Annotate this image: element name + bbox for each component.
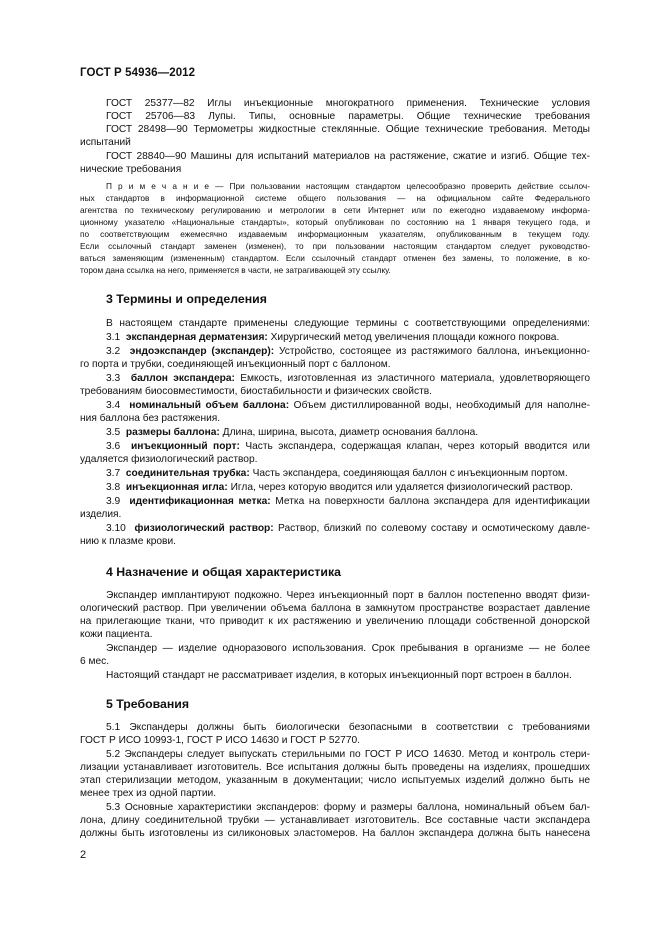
- note-line: по соответствующим ежемесячно издаваемым информационным указателям, опубликованным в текущем году.: [80, 229, 590, 239]
- section-4-heading: 4 Назначение и общая характеристика: [106, 565, 341, 579]
- note-line: П р и м е ч а н и е — При пользовании настоящим стандартом целесообразно проверить действие ссылоч-: [106, 181, 590, 191]
- term-3-5: 3.5 размеры баллона: Длина, ширина, высота, диаметр основания баллона.: [106, 427, 479, 438]
- term-3-1: 3.1 экспандерная дерматензия: Хирургический метод увеличения площади кожного покрова.: [106, 332, 560, 343]
- paragraph-line: 5.2 Экспандеры следует выпускать стерильными по ГОСТ Р ИСО 14630. Метод и контроль стери-: [106, 749, 590, 760]
- term-3-2-cont: го порта и трубки, соединяющей инъекционный порт с баллоном.: [80, 359, 391, 370]
- paragraph-line: должны быть изготовлены из силиконовых эластомеров. На баллон экспандера должна быть нанесена: [80, 828, 590, 839]
- paragraph-line: Экспандер имплантируют подкожно. Через инъекционный порт в баллон постепенно вводят физи-: [106, 590, 590, 601]
- term-3-9-cont: изделия.: [80, 509, 122, 520]
- paragraph-line: лизации устанавливает изготовитель. Все испытания должны быть проведены на изделиях, прошедших: [80, 762, 590, 773]
- ref-line: испытаний: [80, 137, 131, 148]
- note-line: ных стандартов в информационной системе общего пользования — на официальном сайте Федерального: [80, 193, 590, 203]
- page-header: ГОСТ Р 54936—2012: [80, 67, 196, 79]
- ref-line: нические требования: [80, 164, 182, 175]
- paragraph-line: Экспандер — изделие одноразового использования. Срок пребывания в организме — не более: [106, 643, 590, 654]
- paragraph-line: кожи пациента.: [80, 629, 153, 640]
- term-3-3-cont: требованиям биосовместимости, биостабильности и физических свойств.: [80, 386, 432, 397]
- note-line: агентства по техническому регулированию и метрологии в сети Интернет или по ежегодно издаваемому информа-: [80, 205, 590, 215]
- page-number: 2: [80, 849, 87, 861]
- term-3-10: 3.10 физиологический раствор: Раствор, близкий по солевому составу и осмотическому давле-: [106, 523, 590, 534]
- note-line: ваться заменяющим (измененным) стандартом. Если ссылочный стандарт отменен без замены, то положение, в ко-: [80, 253, 590, 263]
- term-3-4: 3.4 номинальный объем баллона: Объем дистиллированной воды, необходимый для наполне-: [106, 400, 590, 411]
- term-3-4-cont: ния баллона без растяжения.: [80, 413, 221, 424]
- paragraph-line: 6 мес.: [80, 656, 110, 667]
- paragraph-line: Настоящий стандарт не рассматривает изделия, в которых инъекционный порт встроен в баллон.: [106, 670, 572, 681]
- term-3-10-cont: нию к плазме крови.: [80, 536, 176, 547]
- paragraph-line: В настоящем стандарте применены следующие термины с соответствующими определениями:: [106, 318, 590, 329]
- paragraph-line: 5.3 Основные характеристики экспандеров: форму и размеры баллона, номинальный объем бал-: [106, 802, 590, 813]
- ref-line: ГОСТ 28498—90 Термометры жидкостные стеклянные. Общие технические требования. Методы: [106, 124, 590, 135]
- term-3-6-cont: удаляется физиологический раствор.: [80, 454, 258, 465]
- ref-line: ГОСТ 28840—90 Машины для испытаний материалов на растяжение, сжатие и изгиб. Общие тех-: [106, 151, 590, 162]
- paragraph-line: менее трех из одной партии.: [80, 788, 217, 799]
- note-line: Если ссылочный стандарт заменен (изменен), то при пользовании настоящим стандартом следует руководство-: [80, 241, 590, 251]
- term-3-7: 3.7 соединительная трубка: Часть экспандера, соединяющая баллон с инъекционным портом.: [106, 468, 568, 479]
- paragraph-line: ологический раствор. При увеличении объема баллона в замкнутом пространстве возрастает давление: [80, 603, 590, 614]
- section-5-heading: 5 Требования: [106, 697, 189, 711]
- term-3-3: 3.3 баллон экспандера: Емкость, изготовленная из эластичного материала, удовлетворяющего: [106, 373, 591, 384]
- paragraph-line: ГОСТ Р ИСО 10993-1, ГОСТ Р ИСО 14630 и ГОСТ Р 52770.: [80, 735, 361, 746]
- ref-line: ГОСТ 25377—82 Иглы инъекционные многократного применения. Технические условия: [106, 98, 590, 109]
- paragraph-line: 5.1 Экспандеры должны быть биологически безопасными в соответствии с требованиями: [106, 722, 590, 733]
- term-3-9: 3.9 идентификационная метка: Метка на поверхности баллона экспандера для идентификации: [106, 496, 590, 507]
- paragraph-line: на прилегающие ткани, что приводит к их растяжению и увеличению площади собственной донорской: [80, 616, 590, 627]
- term-3-8: 3.8 инъекционная игла: Игла, через которую вводится или удаляется физиологический раствор.: [106, 482, 573, 493]
- note-line: тором дана ссылка на него, применяется в части, не затрагивающей эту ссылку.: [80, 265, 391, 275]
- term-3-2: 3.2 эндоэкспандер (экспандер): Устройство, состоящее из растяжимого баллона, инъекционно-: [106, 346, 590, 357]
- paragraph-line: этап стерилизации методом, указанным в документации; число испытуемых изделий должно быть не: [80, 775, 590, 786]
- ref-line: ГОСТ 25706—83 Лупы. Типы, основные параметры. Общие технические требования: [106, 111, 590, 122]
- section-3-heading: 3 Термины и определения: [106, 292, 267, 306]
- note-line: ционному указателю «Национальные стандарты», который опубликован по состоянию на 1 января текущего года, и: [80, 217, 590, 227]
- term-3-6: 3.6 инъекционный порт: Часть экспандера, содержащая клапан, через который вводится или: [106, 441, 590, 452]
- paragraph-line: лона, длину соединительной трубки — устанавливает изготовитель. Все составные части экспандера: [80, 815, 590, 826]
